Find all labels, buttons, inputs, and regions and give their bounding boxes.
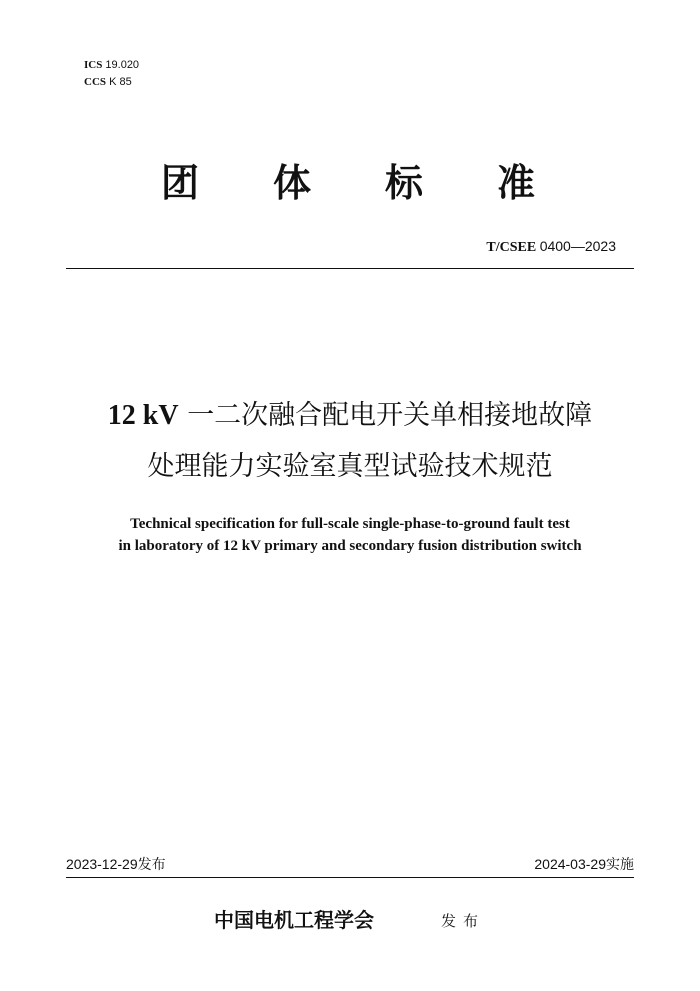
standard-type-char: 团 [160, 160, 200, 205]
implementation-date: 2024-03-29实施 [534, 856, 634, 872]
title-cn-line1 [0, 399, 700, 433]
ccs-label: CCS [84, 76, 107, 88]
standard-type-heading [0, 160, 700, 210]
standard-type-char: 标 [384, 160, 424, 205]
standard-number-value: 0400—2023 [539, 238, 616, 254]
title-voltage: 12 kV [107, 400, 179, 431]
publisher-verb: 发布 [441, 912, 486, 930]
ccs-code [84, 75, 132, 89]
standard-type-char: 体 [272, 160, 312, 205]
standard-number [486, 237, 616, 257]
standard-type-char: 准 [496, 160, 536, 205]
standard-number-prefix: T/CSEE [486, 240, 537, 255]
title-cn-line2: 处理能力实验室真型试验技术规范 [147, 451, 553, 482]
ics-label: ICS [84, 59, 103, 71]
title-en-line1: Technical specification for full-scale single-phase-to-ground fault test [130, 516, 570, 532]
header-divider [66, 268, 634, 269]
issue-date: 2023-12-29发布 [66, 856, 166, 872]
title-en-line2: in laboratory of 12 kV primary and secondary fusion distribution switch [118, 538, 582, 554]
ccs-value: K 85 [109, 76, 132, 88]
footer-divider [66, 877, 634, 878]
ics-code [84, 58, 139, 72]
ics-value: 19.020 [105, 59, 140, 71]
publisher-organization: 中国电机工程学会 [214, 908, 374, 932]
title-cn-line1-text: 一二次融合配电开关单相接地故障 [187, 400, 593, 431]
